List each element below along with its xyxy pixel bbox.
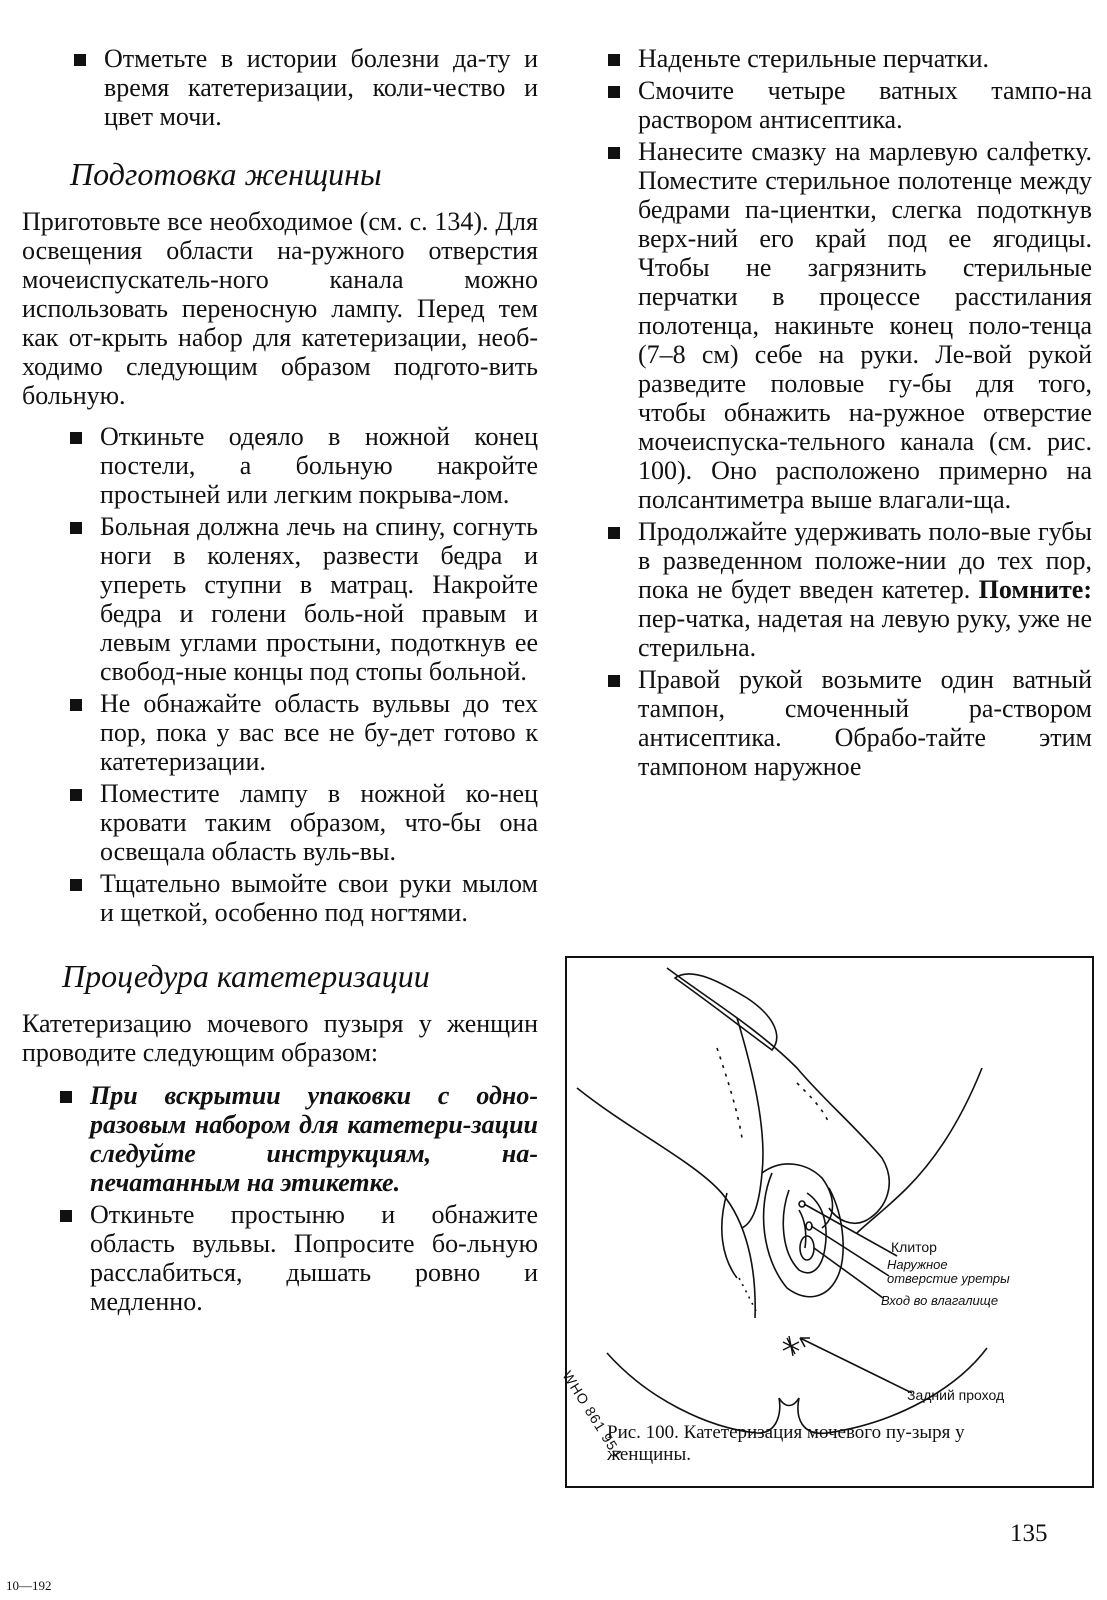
bullet-icon [70, 789, 82, 801]
glove-finger [737, 1018, 763, 1228]
list-item: Правой рукой возьмите один ватный тампон, смоченный ра-створом антисептика. Обрабо-тайте этим тампоном наружное [604, 665, 1092, 781]
leader-line [800, 1338, 912, 1393]
label-urethra-line2: отверстие уретры [887, 1271, 1010, 1286]
section-heading-preparation: Подготовка женщины [70, 156, 382, 192]
left-thigh [577, 1088, 755, 1318]
label-clitoris: Клитор [891, 1239, 937, 1255]
bullet-icon [608, 527, 620, 539]
bullet-icon [608, 86, 620, 98]
vaginal-opening-mark [800, 1236, 814, 1260]
leader-line [811, 1226, 889, 1276]
list-item: Тщательно вымойте свои руки мылом и щеткой, особенно под ногтями. [66, 869, 538, 927]
bullet-icon [608, 54, 620, 66]
label-urethra-line1: Наружное [887, 1257, 948, 1272]
bullet-icon [70, 699, 82, 711]
leader-line [814, 1248, 883, 1298]
paragraph-preparation: Приготовьте все необходимое (см. с. 134). Для освещения области на-ружного отверстия мочеиспускатель-ного канала можно использовать переносную лампу. Перед тем как от-крыть набор для катетеризации, необ-ходимо следующим образом подгото-вить больную. [22, 207, 538, 410]
bullet-icon [60, 1210, 72, 1222]
label-vagina: Вход во влагалище [881, 1293, 999, 1308]
list-item: Нанесите смазку на марлевую салфетку. Поместите стерильное полотенце между бедрами па-циентки, слегка подоткнув верх-ний его край под ее ягодицы. Чтобы не загрязнить стерильные перчатки в процессе расстилания полотенца, накиньте конец поло-тенца (7–8 см) себе на руки. Ле-вой рукой разведите половые гу-бы для того, чтобы обнажить на-ружное отверстие мочеиспуска-тельного канала (см. рис. 100). Оно расположено примерно на полсантиметра выше влагали-ща. [604, 137, 1092, 514]
remember-label: Помните: [978, 575, 1093, 604]
list-item: Не обнажайте область вульвы до тех пор, пока у вас все не бу-дет готово к катетеризации. [66, 689, 538, 776]
bullet-icon [608, 147, 620, 159]
anus-mark [783, 1336, 799, 1356]
list-item: Смочите четыре ватных тампо-на раствором антисептика. [604, 76, 1092, 134]
list-item: Откиньте простыню и обнажите область вульвы. Попросите бо-льную расслабиться, дышать ровно и медленно. [56, 1200, 538, 1316]
figure-100 [559, 956, 1094, 1488]
paragraph-procedure: Катетеризацию мочевого пузыря у женщин проводите следующим образом: [22, 1009, 538, 1067]
bullet-icon [74, 54, 86, 66]
right-column [604, 44, 1092, 784]
left-column [22, 44, 538, 1319]
preparation-bullets [66, 422, 538, 927]
bullet-icon [608, 675, 620, 687]
left-top-bullets [70, 44, 538, 131]
figure-caption: Рис. 100. Катетеризация мочевого пу-зыря у женщины. [607, 1422, 965, 1465]
label-anus: Задний проход [907, 1387, 1005, 1403]
list-item: При вскрытии упаковки с одно-разовым набором для катетери-зации следуйте инструкциям, на-печатанным на этикетке. [56, 1081, 538, 1197]
figure-code: WHO 861 954 [559, 1368, 626, 1462]
catheterization-illustration [567, 958, 1092, 1486]
list-item: Больная должна лечь на спину, согнуть ноги в коленях, развести бедра и упереть ступни в матрац. Накройте бедра и голени боль-ной правым и левым углами простыни, подоткнув ее свобод-ные концы под стопы больной. [66, 512, 538, 686]
bullet-icon [70, 522, 82, 534]
list-item: Отметьте в истории болезни да-ту и время катетеризации, коли-чество и цвет мочи. [70, 44, 538, 131]
bullet-icon [70, 879, 82, 891]
bullet-icon [70, 432, 82, 444]
list-item: Продолжайте удерживать поло-вые губы в разведенном положе-нии до тех пор, пока не будет введен катетер. Помните: пер-чатка, надетая на левую руку, уже не стерильна. [604, 517, 1092, 662]
labia-outer [764, 1173, 844, 1297]
section-heading-procedure: Процедура катетеризации [62, 958, 430, 994]
printer-signature: 10—192 [6, 1578, 52, 1593]
bullet-icon [60, 1091, 72, 1103]
right-bullets [604, 44, 1092, 781]
page-number: 135 [1010, 1520, 1048, 1547]
glove-outline [667, 968, 889, 1223]
procedure-bullets [56, 1081, 538, 1316]
list-item: Откиньте одеяло в ножной конец постели, а больную накройте простыней или легким покрыва-лом. [66, 422, 538, 509]
list-item: Наденьте стерильные перчатки. [604, 44, 1092, 73]
list-item: Поместите лампу в ножной ко-нец кровати таким образом, что-бы она освещала область вуль-вы. [66, 779, 538, 866]
